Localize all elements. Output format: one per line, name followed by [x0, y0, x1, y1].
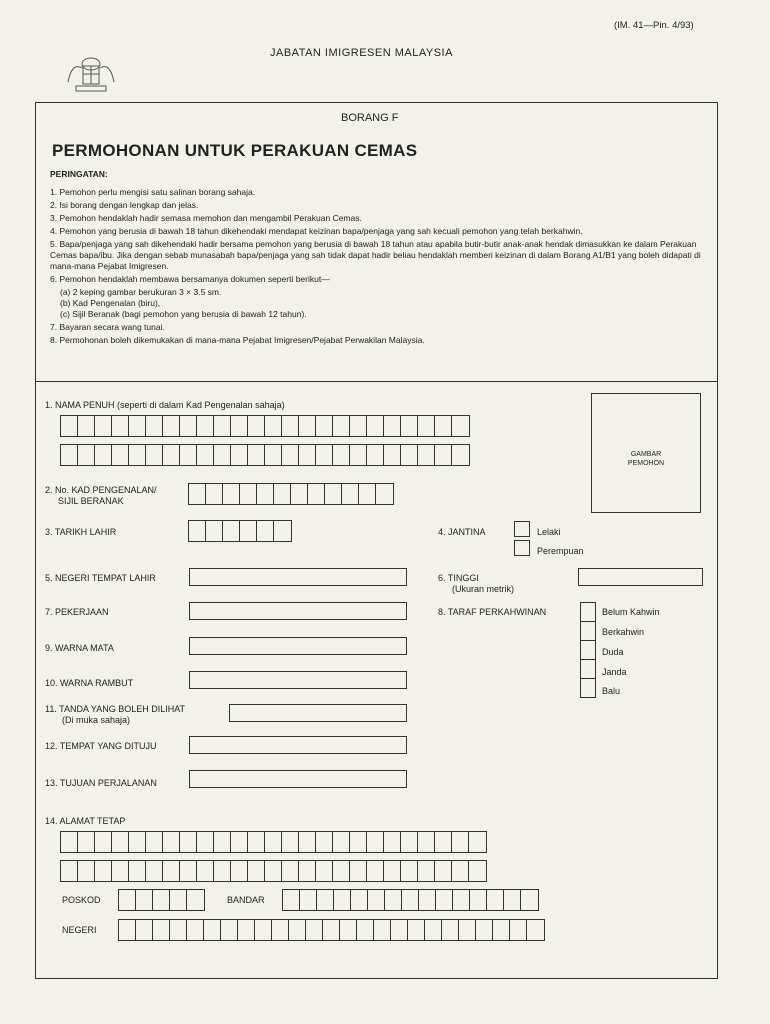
address-boxes-row-2[interactable]	[60, 860, 487, 882]
form-title: PERMOHONAN UNTUK PERAKUAN CEMAS	[52, 141, 418, 160]
address-boxes-row-1[interactable]	[60, 831, 487, 853]
eye-color-label: 9. WARNA MATA	[45, 643, 114, 653]
hair-color-field[interactable]	[189, 671, 407, 689]
ic-label: 2. No. KAD PENGENALAN/	[45, 485, 157, 495]
ic-label-2: SIJIL BERANAK	[58, 496, 124, 506]
height-unit-label: (Ukuran metrik)	[452, 584, 515, 594]
marital-option: Duda	[602, 647, 624, 657]
marital-option: Balu	[602, 686, 621, 696]
state-boxes[interactable]	[118, 919, 545, 941]
name-label: 1. NAMA PENUH (seperti di dalam Kad Pengenalan sahaja)	[45, 400, 285, 410]
name-boxes-row-2[interactable]	[60, 444, 470, 466]
hair-color-label: 10. WARNA RAMBUT	[45, 678, 134, 688]
marital-option: Janda	[602, 667, 627, 677]
city-boxes[interactable]	[282, 889, 539, 911]
notes-list	[50, 187, 710, 348]
destination-field[interactable]	[189, 736, 407, 754]
form-code: (IM. 41—Pin. 4/93)	[614, 20, 694, 31]
name-boxes-row-1[interactable]	[60, 415, 470, 437]
form-label: BORANG F	[341, 112, 399, 124]
address-label: 14. ALAMAT TETAP	[45, 816, 126, 826]
state-label: NEGERI	[62, 925, 97, 935]
marital-status-label: 8. TARAF PERKAHWINAN	[438, 607, 547, 617]
visible-marks-field[interactable]	[229, 704, 407, 722]
section-divider	[36, 381, 717, 382]
note-item: 7. Bayaran secara wang tunai.	[50, 322, 165, 332]
gender-label: 4. JANTINA	[438, 527, 486, 537]
note-item: 4. Pemohon yang berusia di bawah 18 tahun dikehendaki mendapat keizinan bapa/penjaga yang sah kecuali pemohon yang telah berkahwin.	[50, 226, 583, 236]
occupation-field[interactable]	[189, 602, 407, 620]
birth-state-field[interactable]	[189, 568, 407, 586]
note-item: 3. Pemohon hendaklah hadir semasa memohon dan mengambil Perakuan Cemas.	[50, 213, 362, 223]
birth-state-label: 5. NEGERI TEMPAT LAHIR	[45, 573, 156, 583]
note-item: 2. Isi borang dengan lengkap dan jelas.	[50, 200, 199, 210]
marital-married-checkbox[interactable]	[580, 621, 596, 639]
purpose-label: 13. TUJUAN PERJALANAN	[45, 778, 157, 788]
photo-box[interactable]	[591, 393, 701, 513]
gender-female-label: Perempuan	[537, 546, 584, 556]
marital-option: Berkahwin	[602, 627, 645, 637]
marital-option: Belum Kahwin	[602, 607, 660, 617]
department-name: JABATAN IMIGRESEN MALAYSIA	[270, 47, 453, 59]
occupation-label: 7. PEKERJAAN	[45, 607, 109, 617]
marital-divorced-checkbox[interactable]	[580, 678, 596, 697]
ic-number-boxes[interactable]	[188, 483, 394, 505]
height-label: 6. TINGGI	[438, 573, 479, 583]
eye-color-field[interactable]	[189, 637, 407, 655]
marital-widower-checkbox[interactable]	[580, 640, 596, 658]
note-item: (a) 2 keping gambar berukuran 3 × 3.5 sm.	[60, 287, 222, 297]
dob-boxes[interactable]	[188, 520, 292, 542]
purpose-field[interactable]	[189, 770, 407, 788]
note-item: (b) Kad Pengenalan (biru),	[60, 298, 161, 308]
note-item: 5. Bapa/penjaga yang sah dikehendaki hadir bersama pemohon yang berusia di bawah 18 tahun atau apabila butir-butir anak-anak hendak dimasukkan ke dalam Perakuan Cemas bapa/ibu. Jika dengan sebab munasabah bapa/penjaga yang sah tidak dapat hadir beliau hendaklah memberi keizinan di dalam Borang A1/B1 yang boleh didapati di mana-mana Pejabat Imigresen.	[50, 239, 701, 271]
gender-male-checkbox[interactable]	[514, 521, 530, 537]
visible-marks-label: 11. TANDA YANG BOLEH DILIHAT	[45, 704, 186, 714]
warning-heading: PERINGATAN:	[50, 169, 108, 179]
postcode-label: POSKOD	[62, 895, 101, 905]
dob-label: 3. TARIKH LAHIR	[45, 527, 117, 537]
visible-marks-sublabel: (Di muka sahaja)	[62, 715, 131, 725]
destination-label: 12. TEMPAT YANG DITUJU	[45, 741, 157, 751]
note-item: 8. Permohonan boleh dikemukakan di mana-mana Pejabat Imigresen/Pejabat Perwakilan Malaysia.	[50, 335, 425, 345]
height-field[interactable]	[578, 568, 703, 586]
note-item: 1. Pemohon perlu mengisi satu salinan borang sahaja.	[50, 187, 256, 197]
city-label: BANDAR	[227, 895, 265, 905]
malaysia-coat-of-arms-icon	[62, 52, 120, 94]
postcode-boxes[interactable]	[118, 889, 205, 911]
photo-label: GAMBAR PEMOHON	[627, 451, 665, 467]
note-item: 6. Pemohon hendaklah membawa bersamanya dokumen seperti berikut—	[50, 274, 330, 284]
marital-single-checkbox[interactable]	[580, 602, 596, 620]
gender-male-label: Lelaki	[537, 527, 561, 537]
marital-widow-checkbox[interactable]	[580, 659, 596, 677]
note-item: (c) Sijil Beranak (bagi pemohon yang berusia di bawah 12 tahun).	[60, 309, 307, 319]
gender-female-checkbox[interactable]	[514, 540, 530, 556]
